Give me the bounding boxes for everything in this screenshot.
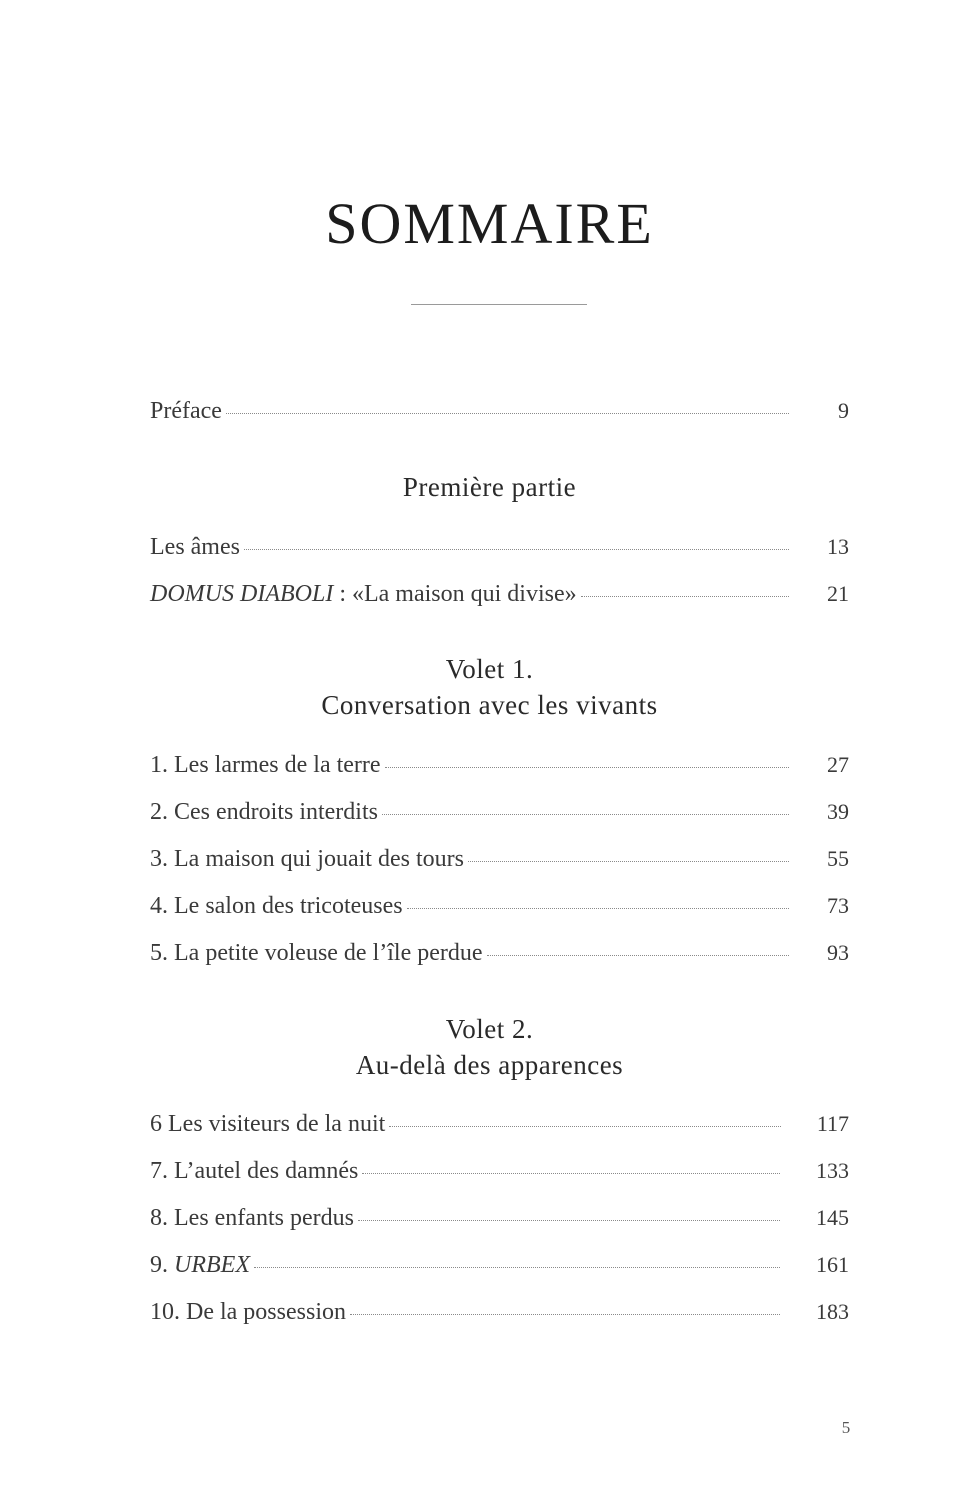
dot-leader <box>244 547 789 550</box>
toc-entry-page: 133 <box>816 1158 849 1183</box>
dot-leader <box>385 765 789 768</box>
toc-entry-label-italic: URBEX <box>174 1252 250 1278</box>
dot-leader <box>487 953 789 956</box>
toc-entry[interactable] <box>150 534 849 566</box>
toc-entry-page: 27 <box>827 752 849 777</box>
toc-entry-label: 3. La maison qui jouait des tours <box>150 846 464 872</box>
toc-entry[interactable] <box>150 1111 849 1143</box>
volet-heading-number: Volet 1. <box>445 654 534 684</box>
toc-entry-page: 145 <box>816 1205 849 1230</box>
toc-entry[interactable] <box>150 846 849 878</box>
toc-entry[interactable] <box>150 893 849 925</box>
toc-entry-label: 8. Les enfants perdus <box>150 1205 354 1231</box>
dot-leader <box>226 411 789 414</box>
toc-entry-label-prefix: 9. <box>150 1252 174 1278</box>
volet-heading-number: Volet 2. <box>445 1014 534 1044</box>
toc-entry-label: Préface <box>150 398 222 424</box>
toc-entry-label: 10. De la possession <box>150 1299 346 1325</box>
toc-entry-preface[interactable] <box>150 398 849 430</box>
dot-leader <box>350 1312 780 1315</box>
toc-entry[interactable] <box>150 752 849 784</box>
toc-entry-page: 39 <box>827 799 849 824</box>
toc-entry-label: 5. La petite voleuse de l’île perdue <box>150 940 483 966</box>
toc-entry-page: 9 <box>838 398 849 423</box>
dot-leader <box>358 1218 780 1221</box>
toc-entry-label: 6 Les visiteurs de la nuit <box>150 1111 386 1137</box>
toc-entry-label: Les âmes <box>150 534 240 560</box>
title-divider <box>411 304 587 305</box>
toc-entry-page: 55 <box>827 846 849 871</box>
toc-entry-page: 161 <box>816 1252 849 1277</box>
toc-entry-label-rest: : «La maison qui divise» <box>333 581 577 607</box>
toc-entry-label: 7. L’autel des damnés <box>150 1158 359 1184</box>
volet-heading-title: Conversation avec les vivants <box>321 690 658 720</box>
toc-entry-label: 4. Le salon des tricoteuses <box>150 893 403 919</box>
part-heading: Première partie <box>402 472 577 502</box>
toc-entry-page: 117 <box>816 1111 849 1136</box>
toc-entry-label <box>150 581 577 608</box>
dot-leader <box>362 1171 780 1174</box>
toc-entry-label-italic: DOMUS DIABOLI <box>150 581 334 607</box>
toc-entry[interactable] <box>150 1205 849 1237</box>
toc-entry-page: 93 <box>827 940 849 965</box>
toc-entry-page: 21 <box>827 581 849 606</box>
dot-leader <box>468 859 789 862</box>
toc-entry[interactable] <box>150 581 849 613</box>
dot-leader <box>581 594 789 597</box>
toc-entry-label <box>150 1252 250 1279</box>
dot-leader <box>254 1265 780 1268</box>
dot-leader <box>382 812 789 815</box>
toc-entry[interactable] <box>150 1252 849 1284</box>
dot-leader <box>407 906 789 909</box>
toc-entry-page: 13 <box>827 534 849 559</box>
toc-entry[interactable] <box>150 1158 849 1190</box>
toc-entry-label: 2. Ces endroits interdits <box>150 799 378 825</box>
toc-entry[interactable] <box>150 940 849 972</box>
toc-entry[interactable] <box>150 1299 849 1331</box>
page-number: 5 <box>841 1418 851 1437</box>
volet-heading-title: Au-delà des apparences <box>355 1050 624 1080</box>
toc-entry-page: 73 <box>827 893 849 918</box>
page-title: SOMMAIRE <box>325 191 654 256</box>
toc-entry[interactable] <box>150 799 849 831</box>
toc-entry-label: 1. Les larmes de la terre <box>150 752 381 778</box>
dot-leader <box>389 1124 781 1127</box>
toc-entry-page: 183 <box>816 1299 849 1324</box>
